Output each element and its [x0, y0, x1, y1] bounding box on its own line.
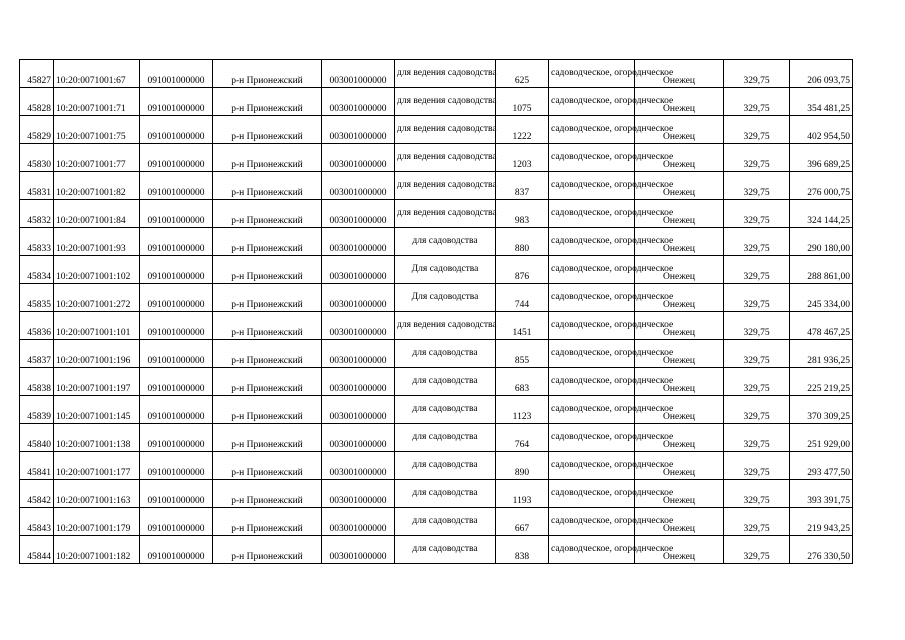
locality-name-cell: Онежец	[635, 536, 724, 564]
okato-code-cell: 091001000000	[140, 144, 213, 172]
okato-code-cell: 091001000000	[140, 256, 213, 284]
cadastral-value-cell: 276 000,75	[790, 172, 853, 200]
table-row	[20, 396, 853, 424]
okato-code-cell: 091001000000	[140, 536, 213, 564]
permitted-use-cell: для ведения садоводства	[395, 144, 496, 172]
land-category-cell: садоводческое, огороднческое	[549, 340, 635, 368]
cadastral-number-cell: 10:20:0071001:93	[54, 228, 140, 256]
locality-name-cell: Онежец	[635, 424, 724, 452]
oktmo-code-cell: 003001000000	[322, 116, 395, 144]
cadastral-number-cell: 10:20:0071001:101	[54, 312, 140, 340]
district-name-cell: р-н Прионежский	[213, 312, 322, 340]
district-name-cell: р-н Прионежский	[213, 228, 322, 256]
district-name-cell: р-н Прионежский	[213, 508, 322, 536]
land-area-cell: 876	[496, 256, 549, 284]
cadastral-number-cell: 10:20:0071001:71	[54, 88, 140, 116]
locality-name-cell: Онежец	[635, 312, 724, 340]
specific-value-cell: 329,75	[724, 88, 790, 116]
land-area-cell: 880	[496, 228, 549, 256]
oktmo-code-cell: 003001000000	[322, 368, 395, 396]
land-category-cell: садоводческое, огороднческое	[549, 284, 635, 312]
cadastral-number-cell: 10:20:0071001:84	[54, 200, 140, 228]
specific-value-cell: 329,75	[724, 536, 790, 564]
okato-code-cell: 091001000000	[140, 60, 213, 88]
row-number-cell: 45843	[20, 508, 54, 536]
okato-code-cell: 091001000000	[140, 396, 213, 424]
table-row	[20, 172, 853, 200]
oktmo-code-cell: 003001000000	[322, 480, 395, 508]
district-name-cell: р-н Прионежский	[213, 396, 322, 424]
okato-code-cell: 091001000000	[140, 508, 213, 536]
permitted-use-cell: для садоводства	[395, 480, 496, 508]
table-row	[20, 116, 853, 144]
okato-code-cell: 091001000000	[140, 172, 213, 200]
cadastral-value-cell: 393 391,75	[790, 480, 853, 508]
land-area-cell: 838	[496, 536, 549, 564]
row-number-cell: 45839	[20, 396, 54, 424]
land-category-cell: садоводческое, огороднческое	[549, 256, 635, 284]
cadastral-value-table	[19, 59, 853, 564]
permitted-use-cell: для садоводства	[395, 396, 496, 424]
row-number-cell: 45833	[20, 228, 54, 256]
land-area-cell: 764	[496, 424, 549, 452]
land-area-cell: 855	[496, 340, 549, 368]
row-number-cell: 45842	[20, 480, 54, 508]
specific-value-cell: 329,75	[724, 256, 790, 284]
land-category-cell: садоводческое, огороднческое	[549, 424, 635, 452]
land-area-cell: 890	[496, 452, 549, 480]
locality-name-cell: Онежец	[635, 256, 724, 284]
oktmo-code-cell: 003001000000	[322, 452, 395, 480]
oktmo-code-cell: 003001000000	[322, 536, 395, 564]
row-number-cell: 45837	[20, 340, 54, 368]
cadastral-number-cell: 10:20:0071001:102	[54, 256, 140, 284]
land-category-cell: садоводческое, огороднческое	[549, 172, 635, 200]
oktmo-code-cell: 003001000000	[322, 228, 395, 256]
land-area-cell: 625	[496, 60, 549, 88]
row-number-cell: 45828	[20, 88, 54, 116]
land-area-cell: 837	[496, 172, 549, 200]
district-name-cell: р-н Прионежский	[213, 60, 322, 88]
table-row	[20, 60, 853, 88]
land-category-cell: садоводческое, огороднческое	[549, 116, 635, 144]
land-category-cell: садоводческое, огороднческое	[549, 508, 635, 536]
cadastral-number-cell: 10:20:0071001:179	[54, 508, 140, 536]
locality-name-cell: Онежец	[635, 228, 724, 256]
cadastral-number-cell: 10:20:0071001:177	[54, 452, 140, 480]
land-category-cell: садоводческое, огороднческое	[549, 88, 635, 116]
specific-value-cell: 329,75	[724, 396, 790, 424]
cadastral-value-cell: 290 180,00	[790, 228, 853, 256]
specific-value-cell: 329,75	[724, 284, 790, 312]
cadastral-number-cell: 10:20:0071001:75	[54, 116, 140, 144]
permitted-use-cell: для садоводства	[395, 536, 496, 564]
cadastral-value-cell: 293 477,50	[790, 452, 853, 480]
specific-value-cell: 329,75	[724, 452, 790, 480]
okato-code-cell: 091001000000	[140, 424, 213, 452]
table-row	[20, 452, 853, 480]
row-number-cell: 45835	[20, 284, 54, 312]
row-number-cell: 45831	[20, 172, 54, 200]
cadastral-value-cell: 281 936,25	[790, 340, 853, 368]
table-row	[20, 340, 853, 368]
specific-value-cell: 329,75	[724, 172, 790, 200]
okato-code-cell: 091001000000	[140, 452, 213, 480]
oktmo-code-cell: 003001000000	[322, 424, 395, 452]
permitted-use-cell: для ведения садоводства	[395, 88, 496, 116]
table-row	[20, 200, 853, 228]
okato-code-cell: 091001000000	[140, 228, 213, 256]
cadastral-number-cell: 10:20:0071001:196	[54, 340, 140, 368]
specific-value-cell: 329,75	[724, 424, 790, 452]
specific-value-cell: 329,75	[724, 368, 790, 396]
table-row	[20, 424, 853, 452]
district-name-cell: р-н Прионежский	[213, 452, 322, 480]
cadastral-value-cell: 276 330,50	[790, 536, 853, 564]
cadastral-number-cell: 10:20:0071001:197	[54, 368, 140, 396]
oktmo-code-cell: 003001000000	[322, 200, 395, 228]
locality-name-cell: Онежец	[635, 340, 724, 368]
row-number-cell: 45827	[20, 60, 54, 88]
table-row	[20, 144, 853, 172]
row-number-cell: 45841	[20, 452, 54, 480]
permitted-use-cell: для ведения садоводства	[395, 172, 496, 200]
cadastral-value-cell: 354 481,25	[790, 88, 853, 116]
land-area-cell: 1222	[496, 116, 549, 144]
land-category-cell: садоводческое, огороднческое	[549, 536, 635, 564]
table-row	[20, 284, 853, 312]
permitted-use-cell: для садоводства	[395, 368, 496, 396]
cadastral-number-cell: 10:20:0071001:67	[54, 60, 140, 88]
district-name-cell: р-н Прионежский	[213, 144, 322, 172]
specific-value-cell: 329,75	[724, 312, 790, 340]
permitted-use-cell: для ведения садоводства	[395, 312, 496, 340]
district-name-cell: р-н Прионежский	[213, 340, 322, 368]
cadastral-value-cell: 324 144,25	[790, 200, 853, 228]
row-number-cell: 45840	[20, 424, 54, 452]
specific-value-cell: 329,75	[724, 340, 790, 368]
cadastral-number-cell: 10:20:0071001:145	[54, 396, 140, 424]
locality-name-cell: Онежец	[635, 200, 724, 228]
locality-name-cell: Онежец	[635, 172, 724, 200]
land-area-cell: 1451	[496, 312, 549, 340]
land-area-cell: 744	[496, 284, 549, 312]
specific-value-cell: 329,75	[724, 200, 790, 228]
district-name-cell: р-н Прионежский	[213, 200, 322, 228]
specific-value-cell: 329,75	[724, 116, 790, 144]
land-category-cell: садоводческое, огороднческое	[549, 144, 635, 172]
okato-code-cell: 091001000000	[140, 340, 213, 368]
land-area-cell: 667	[496, 508, 549, 536]
district-name-cell: р-н Прионежский	[213, 116, 322, 144]
permitted-use-cell: для садоводства	[395, 508, 496, 536]
land-area-cell: 683	[496, 368, 549, 396]
land-category-cell: садоводческое, огороднческое	[549, 396, 635, 424]
permitted-use-cell: Для садоводства	[395, 256, 496, 284]
locality-name-cell: Онежец	[635, 116, 724, 144]
permitted-use-cell: для садоводства	[395, 340, 496, 368]
row-number-cell: 45836	[20, 312, 54, 340]
specific-value-cell: 329,75	[724, 144, 790, 172]
district-name-cell: р-н Прионежский	[213, 480, 322, 508]
cadastral-number-cell: 10:20:0071001:138	[54, 424, 140, 452]
specific-value-cell: 329,75	[724, 508, 790, 536]
cadastral-number-cell: 10:20:0071001:82	[54, 172, 140, 200]
okato-code-cell: 091001000000	[140, 284, 213, 312]
oktmo-code-cell: 003001000000	[322, 60, 395, 88]
locality-name-cell: Онежец	[635, 480, 724, 508]
locality-name-cell: Онежец	[635, 368, 724, 396]
specific-value-cell: 329,75	[724, 60, 790, 88]
cadastral-value-cell: 206 093,75	[790, 60, 853, 88]
row-number-cell: 45838	[20, 368, 54, 396]
cadastral-value-cell: 288 861,00	[790, 256, 853, 284]
land-category-cell: садоводческое, огороднческое	[549, 228, 635, 256]
cadastral-value-cell: 225 219,25	[790, 368, 853, 396]
oktmo-code-cell: 003001000000	[322, 340, 395, 368]
okato-code-cell: 091001000000	[140, 200, 213, 228]
land-category-cell: садоводческое, огороднческое	[549, 312, 635, 340]
cadastral-number-cell: 10:20:0071001:272	[54, 284, 140, 312]
land-category-cell: садоводческое, огороднческое	[549, 368, 635, 396]
okato-code-cell: 091001000000	[140, 480, 213, 508]
locality-name-cell: Онежец	[635, 144, 724, 172]
cadastral-value-cell: 251 929,00	[790, 424, 853, 452]
oktmo-code-cell: 003001000000	[322, 508, 395, 536]
table-row	[20, 88, 853, 116]
row-number-cell: 45830	[20, 144, 54, 172]
cadastral-value-cell: 396 689,25	[790, 144, 853, 172]
land-area-cell: 1075	[496, 88, 549, 116]
cadastral-number-cell: 10:20:0071001:182	[54, 536, 140, 564]
permitted-use-cell: для садоводства	[395, 452, 496, 480]
district-name-cell: р-н Прионежский	[213, 536, 322, 564]
cadastral-value-cell: 219 943,25	[790, 508, 853, 536]
table-row	[20, 312, 853, 340]
locality-name-cell: Онежец	[635, 284, 724, 312]
cadastral-value-cell: 478 467,25	[790, 312, 853, 340]
district-name-cell: р-н Прионежский	[213, 424, 322, 452]
okato-code-cell: 091001000000	[140, 88, 213, 116]
table-row	[20, 536, 853, 564]
specific-value-cell: 329,75	[724, 480, 790, 508]
cadastral-number-cell: 10:20:0071001:77	[54, 144, 140, 172]
land-category-cell: садоводческое, огороднческое	[549, 452, 635, 480]
row-number-cell: 45834	[20, 256, 54, 284]
oktmo-code-cell: 003001000000	[322, 396, 395, 424]
permitted-use-cell: для ведения садоводства	[395, 60, 496, 88]
specific-value-cell: 329,75	[724, 228, 790, 256]
locality-name-cell: Онежец	[635, 60, 724, 88]
row-number-cell: 45832	[20, 200, 54, 228]
table-row	[20, 368, 853, 396]
row-number-cell: 45829	[20, 116, 54, 144]
land-category-cell: садоводческое, огороднческое	[549, 60, 635, 88]
district-name-cell: р-н Прионежский	[213, 284, 322, 312]
row-number-cell: 45844	[20, 536, 54, 564]
permitted-use-cell: для ведения садоводства	[395, 200, 496, 228]
oktmo-code-cell: 003001000000	[322, 312, 395, 340]
district-name-cell: р-н Прионежский	[213, 172, 322, 200]
land-area-cell: 983	[496, 200, 549, 228]
land-area-cell: 1123	[496, 396, 549, 424]
locality-name-cell: Онежец	[635, 396, 724, 424]
table-row	[20, 508, 853, 536]
oktmo-code-cell: 003001000000	[322, 144, 395, 172]
locality-name-cell: Онежец	[635, 88, 724, 116]
oktmo-code-cell: 003001000000	[322, 88, 395, 116]
table-row	[20, 480, 853, 508]
oktmo-code-cell: 003001000000	[322, 256, 395, 284]
locality-name-cell: Онежец	[635, 508, 724, 536]
land-area-cell: 1193	[496, 480, 549, 508]
permitted-use-cell: для садоводства	[395, 228, 496, 256]
cadastral-number-cell: 10:20:0071001:163	[54, 480, 140, 508]
locality-name-cell: Онежец	[635, 452, 724, 480]
permitted-use-cell: для ведения садоводства	[395, 116, 496, 144]
land-category-cell: садоводческое, огороднческое	[549, 480, 635, 508]
permitted-use-cell: Для садоводства	[395, 284, 496, 312]
table-body	[20, 60, 853, 564]
land-category-cell: садоводческое, огороднческое	[549, 200, 635, 228]
oktmo-code-cell: 003001000000	[322, 284, 395, 312]
land-area-cell: 1203	[496, 144, 549, 172]
permitted-use-cell: для садоводства	[395, 424, 496, 452]
okato-code-cell: 091001000000	[140, 312, 213, 340]
cadastral-value-cell: 245 334,00	[790, 284, 853, 312]
cadastral-value-cell: 402 954,50	[790, 116, 853, 144]
district-name-cell: р-н Прионежский	[213, 368, 322, 396]
cadastral-value-cell: 370 309,25	[790, 396, 853, 424]
district-name-cell: р-н Прионежский	[213, 88, 322, 116]
oktmo-code-cell: 003001000000	[322, 172, 395, 200]
okato-code-cell: 091001000000	[140, 116, 213, 144]
table-row	[20, 256, 853, 284]
district-name-cell: р-н Прионежский	[213, 256, 322, 284]
table-row	[20, 228, 853, 256]
okato-code-cell: 091001000000	[140, 368, 213, 396]
